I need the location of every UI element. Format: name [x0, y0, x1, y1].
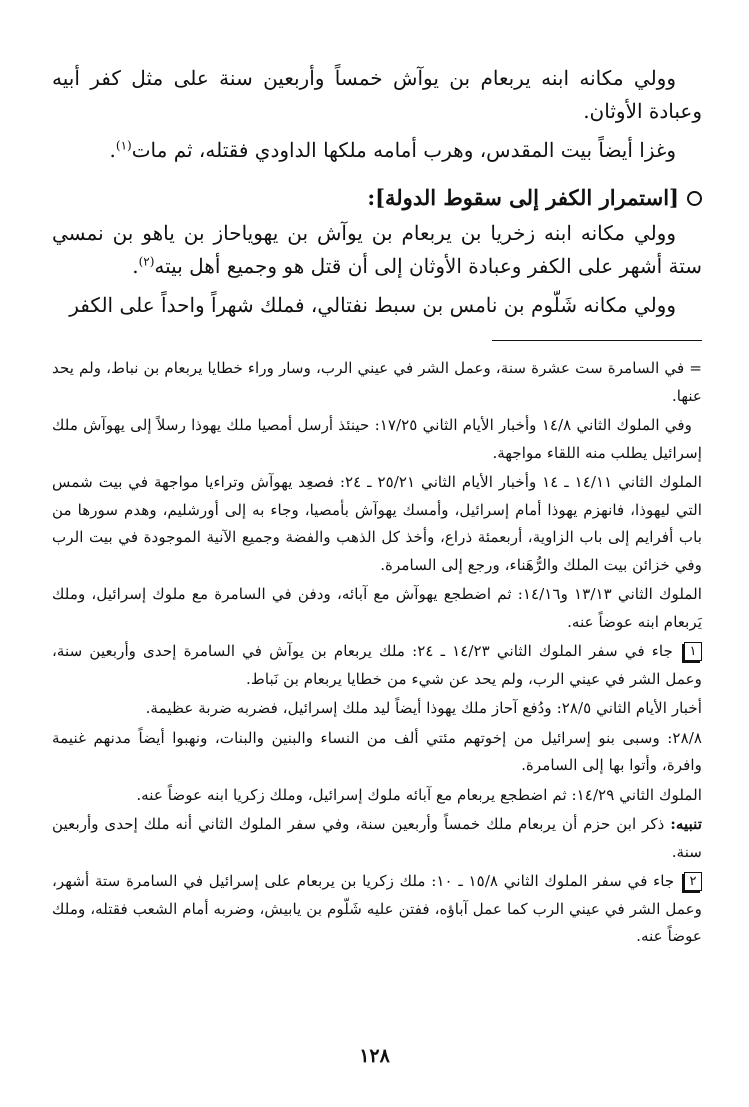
footnote-paragraph: وفي الملوك الثاني ١٤/٨ وأخبار الأيام الثاني ١٧/٢٥: حينئذ أرسل أمصيا ملك يهوذا رسلاً إلى يهوآش ملك إسرائيل يطلب منه اللقاء مواجهة.	[52, 416, 702, 462]
footnote-2-text: جاء في سفر الملوك الثاني ١٥/٨ ـ ١٠: ملك زكريا بن يربعام على إسرائيل في السامرة ستة أشهر، وعمل الشر في عيني الرب كما عمل آباؤه، ففتن عليه شَلّوم بن يابيش، وضربه أمام الشعب فقتله، وملك عوضاً عنه.	[52, 872, 702, 945]
footnote-number-box: ١	[684, 642, 702, 661]
footnote-number-box: ٢	[684, 872, 702, 891]
section-heading	[52, 181, 702, 215]
footnotes	[52, 355, 702, 951]
paragraph-4: وولي مكانه شَلّوم بن نامس بن سبط نفتالي، فملك شهراً واحداً على الكفر	[69, 293, 676, 317]
footnote-paragraph: الملوك الثاني ١٣/١٣ و١٤/١٦: ثم اضطجع يهوآش مع آبائه، ودفن في السامرة مع ملوك إسرائيل، وملك يَربعام ابنه عوضاً عنه.	[52, 585, 702, 631]
paragraph-3	[52, 217, 702, 283]
paragraph-2-end: .	[109, 138, 116, 162]
footnote-continuation: = في السامرة ست عشرة سنة، وعمل الشر في عيني الرب، وسار وراء خطايا يربعام بن نباط، ولم يحد عنها.	[52, 359, 702, 405]
footnote-paragraph: الملوك الثاني ١٤/١١ ـ ١٤ وأخبار الأيام الثاني ٢٥/٢١ ـ ٢٤: فصعِد يهوآش وتراءيا مواجهة في بيت شمس التي ليهوذا، فانهزم يهوذا أمام إسرائيل، وأمسك يهوآش بأمصيا، وجاء به إلى أورشليم، وهدم سورها من باب أفرايم إلى باب الزاوية، أربعمئة ذراع، وأخذ كل الذهب والفضة وجميع الآنية الموجودة في بيت الرب وفي خزائن بيت الملك والرُّهَناء، ورجع إلى السامرة.	[52, 473, 702, 574]
paragraph-3-end: .	[132, 254, 139, 278]
footnote-2	[52, 868, 702, 951]
paragraph-2	[52, 134, 702, 167]
page-number: ١٢٨	[359, 1045, 390, 1067]
footnote-ref-2[interactable]: (٢)	[138, 254, 155, 269]
note-label: تنبيه:	[670, 815, 702, 833]
book-page	[52, 62, 702, 951]
footnote-ref-1[interactable]: (١)	[115, 138, 132, 153]
main-text	[52, 62, 702, 322]
section-heading-text: [استمرار الكفر إلى سقوط الدولة]:	[367, 185, 679, 210]
footnote-divider	[492, 340, 702, 341]
footnote-1	[52, 638, 702, 693]
footnote-1-text: جاء في سفر الملوك الثاني ١٤/٢٣ ـ ٢٤: ملك يربعام بن يوآش في السامرة إحدى وأربعين سنة، وعمل الشر في عيني الرب، ولم يحد عن شيء من خطايا يربعام بن نَباط.	[52, 642, 702, 688]
paragraph-1: وولي مكانه ابنه يربعام بن يوآش خمساً وأربعين سنة على مثل كفر أبيه وعبادة الأوثان.	[52, 66, 702, 123]
note-text: ذكر ابن حزم أن يربعام ملك خمساً وأربعين سنة، وفي سفر الملوك الثاني أنه ملك إحدى وأربعين سنة.	[52, 815, 702, 861]
footnote-note	[52, 811, 702, 866]
footnote-paragraph: أخبار الأيام الثاني ٢٨/٥: ودُفع آحاز ملك يهوذا أيضاً ليد ملك إسرائيل، فضربه ضربة عظيمة.	[145, 699, 702, 717]
paragraph-3-text: وولي مكانه ابنه زخريا بن يربعام بن يوآش بن يهوياحاز بن ياهو بن نمسي ستة أشهر على الكفر وعبادة الأوثان إلى أن قتل هو وجميع أهل بيته	[52, 221, 702, 278]
footnote-paragraph: الملوك الثاني ١٤/٢٩: ثم اضطجع يربعام مع آبائه ملوك إسرائيل، وملك زكريا ابنه عوضاً عنه.	[136, 785, 702, 804]
paragraph-2-text: وغزا أيضاً بيت المقدس، وهرب أمامه ملكها الداودي فقتله، ثم مات	[131, 138, 676, 162]
footnote-paragraph: ٢٨/٨: وسبى بنو إسرائيل من إخوتهم مئتي ألف من النساء والبنين والبنات، ونهبوا أيضاً مدنهم غنيمة وافرة، وأتوا بها إلى السامرة.	[52, 728, 702, 774]
circle-bullet-icon	[687, 191, 702, 206]
